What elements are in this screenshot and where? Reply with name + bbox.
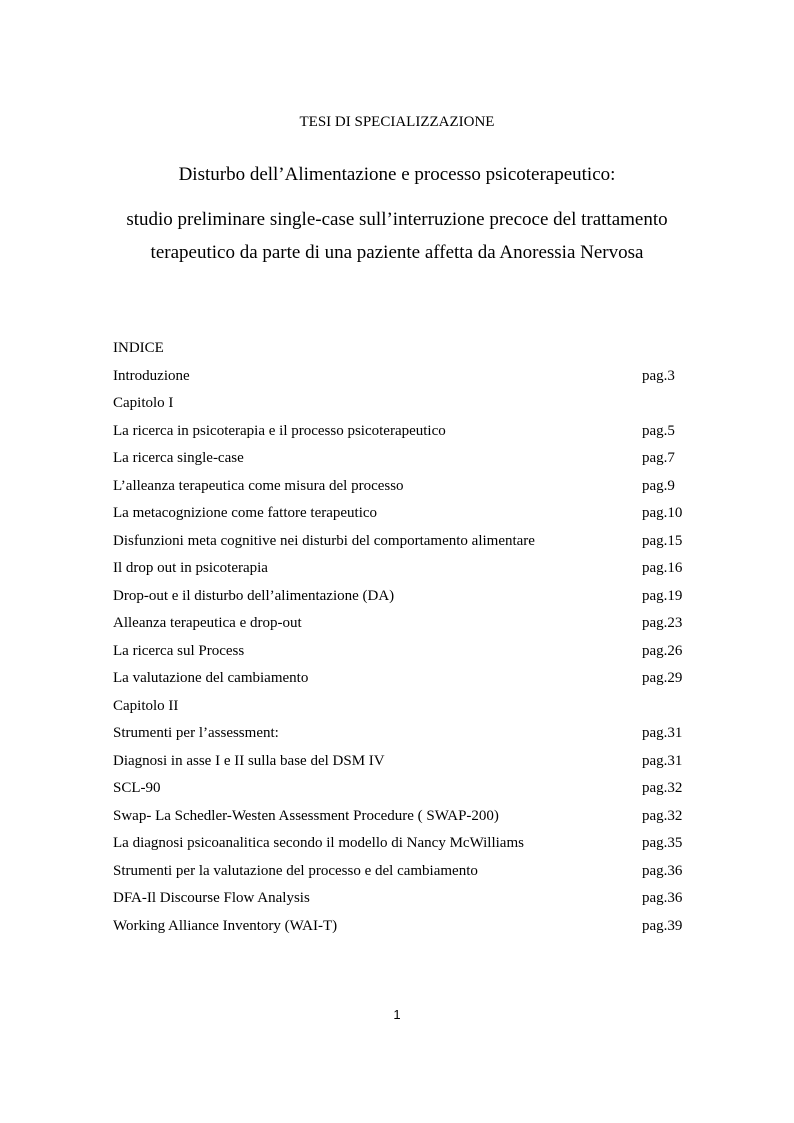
toc-entry-title: La ricerca in psicoterapia e il processo psicoterapeutico <box>113 422 446 439</box>
toc-entry-page: pag.3 <box>642 367 675 384</box>
toc-entry-page: pag.5 <box>642 422 675 439</box>
toc-entry-title: Il drop out in psicoterapia <box>113 560 268 576</box>
toc-entry-page: pag.15 <box>642 532 683 549</box>
toc-entry-title: Capitolo I <box>113 395 174 411</box>
toc-entry <box>113 696 693 724</box>
toc-entry-page: pag.32 <box>642 780 683 796</box>
toc-entry-page: pag.10 <box>642 505 683 521</box>
toc-entry <box>113 366 693 394</box>
thesis-label: TESI DI SPECIALIZZAZIONE <box>299 114 495 130</box>
toc-entry <box>113 723 693 751</box>
toc-entry <box>113 806 693 834</box>
toc-entry-title: Swap- La Schedler-Westen Assessment Procedure ( SWAP-200) <box>113 807 499 824</box>
toc-entry-page: pag.23 <box>642 615 683 631</box>
toc-entry-page: pag.26 <box>642 642 683 659</box>
toc-entry-title: Diagnosi in asse I e II sulla base del DSM IV <box>113 752 385 769</box>
toc-entry-title: Disfunzioni meta cognitive nei disturbi del comportamento alimentare <box>113 532 535 549</box>
toc-entry <box>113 531 693 559</box>
toc-entry <box>113 833 693 861</box>
toc-entry <box>113 916 693 944</box>
toc-entry-page: pag.19 <box>642 587 683 604</box>
toc-entry-title: Strumenti per l’assessment: <box>113 725 279 741</box>
thesis-title: Disturbo dell’Alimentazione e processo psicoterapeutico: <box>178 164 616 185</box>
toc-entry-title: Working Alliance Inventory (WAI-T) <box>113 917 338 934</box>
toc-entry-page: pag.16 <box>642 560 683 576</box>
toc-entry <box>113 503 693 531</box>
toc-entry-title: SCL-90 <box>113 780 161 796</box>
thesis-subtitle-line-2: terapeutico da parte di una paziente affetta da Anoressia Nervosa <box>150 242 644 263</box>
toc-entry-page: pag.35 <box>642 835 683 851</box>
toc-entry-title: Drop-out e il disturbo dell’alimentazione (DA) <box>113 587 395 604</box>
toc-entry <box>113 861 693 889</box>
toc-entry <box>113 778 693 806</box>
toc-entry <box>113 393 693 421</box>
toc-entry-page: pag.7 <box>642 450 675 466</box>
toc-entry-title: La metacognizione come fattore terapeutico <box>113 505 378 521</box>
thesis-subtitle-line-1: studio preliminare single-case sull’interruzione precoce del trattamento <box>126 209 668 230</box>
toc-entry-title: Alleanza terapeutica e drop-out <box>113 615 302 631</box>
page-number: 1 <box>393 1007 401 1022</box>
toc-entry <box>113 558 693 586</box>
toc-entry-title: La ricerca single-case <box>113 450 244 466</box>
toc-entry-page: pag.31 <box>642 725 683 741</box>
toc-entry <box>113 888 693 916</box>
toc-entry-title: Strumenti per la valutazione del processo e del cambiamento <box>113 862 478 879</box>
toc-entry-title: DFA-Il Discourse Flow Analysis <box>113 890 310 906</box>
toc-entry-title: La diagnosi psicoanalitica secondo il modello di Nancy McWilliams <box>113 835 524 851</box>
toc-entry <box>113 586 693 614</box>
toc-entry-title: L’alleanza terapeutica come misura del processo <box>113 477 404 494</box>
toc-entry-page: pag.32 <box>642 807 683 824</box>
toc-entry <box>113 641 693 669</box>
toc-entry <box>113 668 693 696</box>
toc-entry-title: La ricerca sul Process <box>113 642 245 659</box>
toc-entry-page: pag.9 <box>642 477 675 494</box>
toc-entry-page: pag.29 <box>642 670 683 686</box>
toc-entry <box>113 476 693 504</box>
toc-entry-page: pag.39 <box>642 917 683 934</box>
toc-heading: INDICE <box>113 340 164 356</box>
toc-entry-page: pag.36 <box>642 862 683 879</box>
toc-entry <box>113 448 693 476</box>
toc-entry <box>113 421 693 449</box>
toc-entry-title: Introduzione <box>113 367 190 384</box>
table-of-contents <box>113 338 693 943</box>
toc-entry-page: pag.36 <box>642 890 683 906</box>
toc-entry <box>113 613 693 641</box>
toc-entry-title: La valutazione del cambiamento <box>113 670 309 686</box>
toc-entry <box>113 751 693 779</box>
toc-list <box>113 366 693 944</box>
toc-entry-title: Capitolo II <box>113 697 179 714</box>
toc-entry-page: pag.31 <box>642 752 683 769</box>
